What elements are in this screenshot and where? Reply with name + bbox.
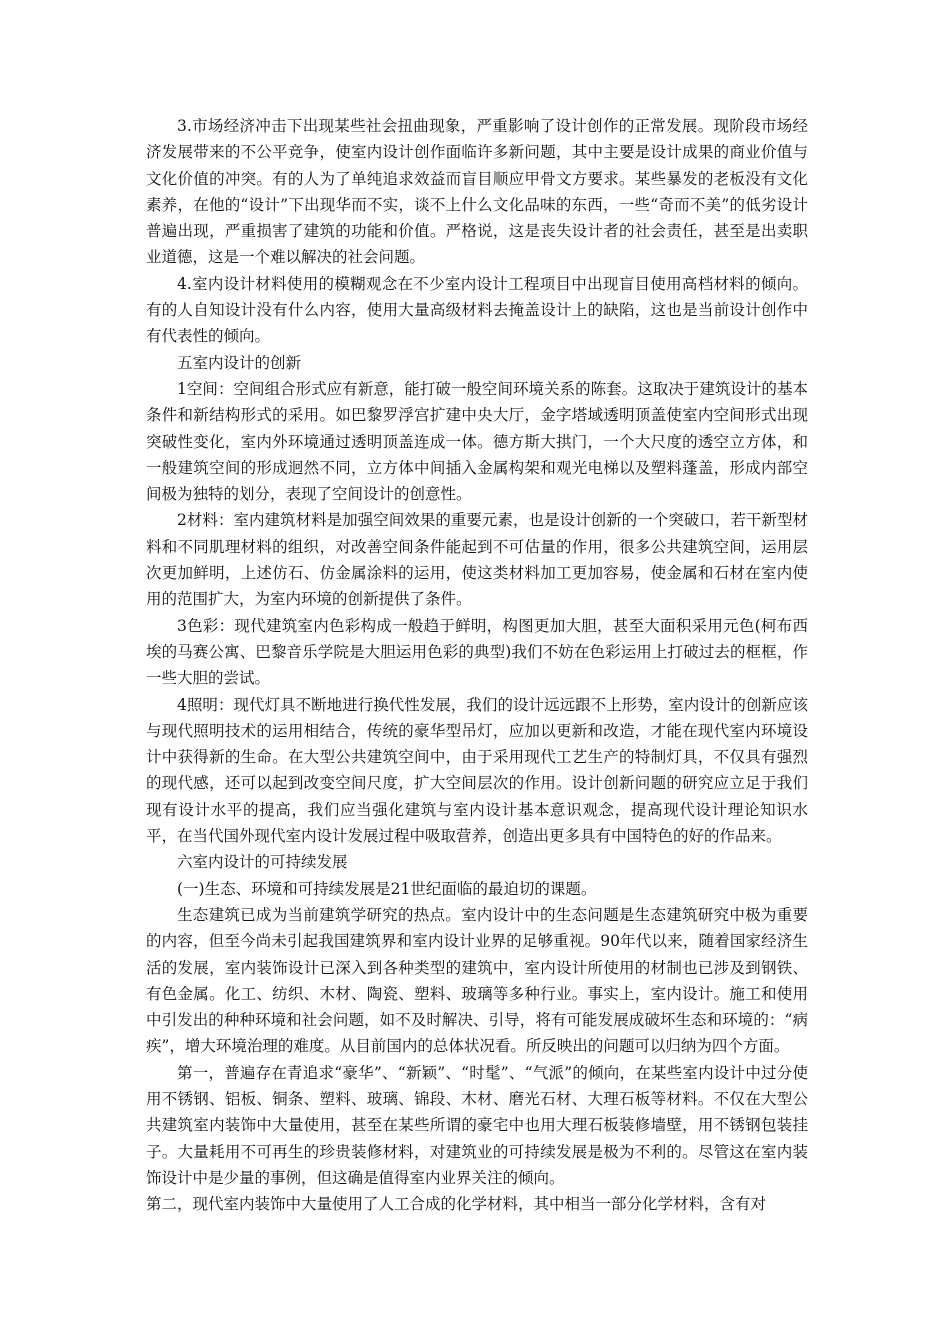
paragraph-ecology-topic: (一)生态、环境和可持续发展是21世纪面临的最迫切的课题。 <box>177 879 597 898</box>
paragraph-market-distortion: 3.市场经济冲击下出现某些社会扭曲现象，严重影响了设计创作的正常发展。现阶段市场经济发展带来的不公平竞争，使室内设计创作面临许多新问题，其中主要是设计成果的商业价值与文化价值的冲突。有的人为了单纯追求效益而盲目顺应甲骨文方要求。某些暴发的老板没有文化素养，在他的“设计”下出现华而不实，谈不上什么文化品味的东西，一些“奇而不美”的低劣设计普遍出现，严重损害了建筑的功能和价值。严格说，这是丧失设计者的社会责任，甚至是出卖职业道德，这是一个难以解决的社会问题。 <box>146 117 808 267</box>
paragraph-first-issue: 第一，普遍存在青追求“豪华”、“新颖”、“时髦”、“气派”的倾向，在某些室内设计中过分使用不锈钢、铝板、铜条、塑料、玻璃、锦段、木材、磨光石材、大理石板等材料。不仅在大型公共建筑室内装饰中大量使用，甚至在某些所谓的豪宅中也用大理石板装修墙壁，用不锈钢包装挂子。大量耗用不可再生的珍贵装修材料，对建筑业的可持续发展是极为不利的。尽管这在室内装饰设计中是少量的事例，但这确是值得室内业界关注的倾向。 <box>146 1063 808 1187</box>
paragraph-space: 1空间：空间组合形式应有新意，能打破一般空间环境关系的陈套。这取决于建筑设计的基本条件和新结构形式的采用。如巴黎罗浮宫扩建中央大厅，金字塔域透明顶盖使室内空间形式出现突破性变化，室内外环境通过透明顶盖连成一体。德方斯大拱门，一个大尺度的透空立方体，和一般建筑空间的形成迥然不同，立方体中间插入金属构架和观光电梯以及塑料蓬盖，形成内部空间极为独特的划分，表现了空间设计的创意性。 <box>146 379 808 504</box>
paragraph-material-misuse: 4.室内设计材料使用的模糊观念在不少室内设计工程项目中出现盲目使用高档材料的倾向。有的人自知设计没有什么内容，使用大量高级材料去掩盖设计上的缺陷，这也是当前设计创作中有代表性的倾向。 <box>146 274 808 346</box>
heading-sustainability: 六室内设计的可持续发展 <box>177 853 348 872</box>
paragraph-second-issue: 第二，现代室内装饰中大量使用了人工合成的化学材料，其中相当一部分化学材料，含有对 <box>146 1195 767 1214</box>
heading-innovation: 五室内设计的创新 <box>177 353 302 372</box>
paragraph-materials: 2材料：室内建筑材料是加强空间效果的重要元素，也是设计创新的一个突破口，若干新型材料和不同肌理材料的组织，对改善空间条件能起到不可估量的作用，很多公共建筑空间，运用层次更加鲜明，上述仿石、仿金属涂料的运用，使这类材料加工更加容易，使金属和石材在室内使用的范围扩大，为室内环境的创新提供了条件。 <box>146 511 808 609</box>
document-body <box>146 113 808 1217</box>
paragraph-eco-architecture: 生态建筑已成为当前建筑学研究的热点。室内设计中的生态问题是生态建筑研究中极为重要的内容，但至今尚未引起我国建筑界和室内设计业界的足够重视。90年代以来，随着国家经济生活的发展，室内装饰设计已深入到各种类型的建筑中，室内设计所使用的材制也已涉及到钢铁、有色金属。化工、纺织、木材、陶瓷、塑料、玻璃等多种行业。事实上，室内设计。施工和使用中引发出的种种环境和社会问题，如不及时解决、引导，将有可能发展成破坏生态和环境的：“病疾”，增大环境治理的难度。从目前国内的总体状况看。所反映出的问题可以归纳为四个方面。 <box>146 905 808 1056</box>
paragraph-color: 3色彩：现代建筑室内色彩构成一般趋于鲜明，构图更加大胆，甚至大面积采用元色(柯布西埃的马赛公寓、巴黎音乐学院是大胆运用色彩的典型)我们不妨在色彩运用上打破过去的框框，作一些大胆的尝试。 <box>146 616 808 688</box>
paragraph-lighting: 4照明：现代灯具不断地进行换代性发展，我们的设计远远跟不上形势，室内设计的创新应该与现代照明技术的运用相结合，传统的豪华型吊灯，应加以更新和改造，才能在现代室内环境设计中获得新的生命。在大型公共建筑空间中，由于采用现代工艺生产的特制灯具，不仅具有强烈的现代感，还可以起到改变空间尺度，扩大空间层次的作用。设计创新问题的研究应立足于我们现有设计水平的提高，我们应当强化建筑与室内设计基本意识观念，提高现代设计理论知识水平，在当代国外现代室内设计发展过程中吸取营养，创造出更多具有中国特色的好的作品来。 <box>146 695 808 846</box>
